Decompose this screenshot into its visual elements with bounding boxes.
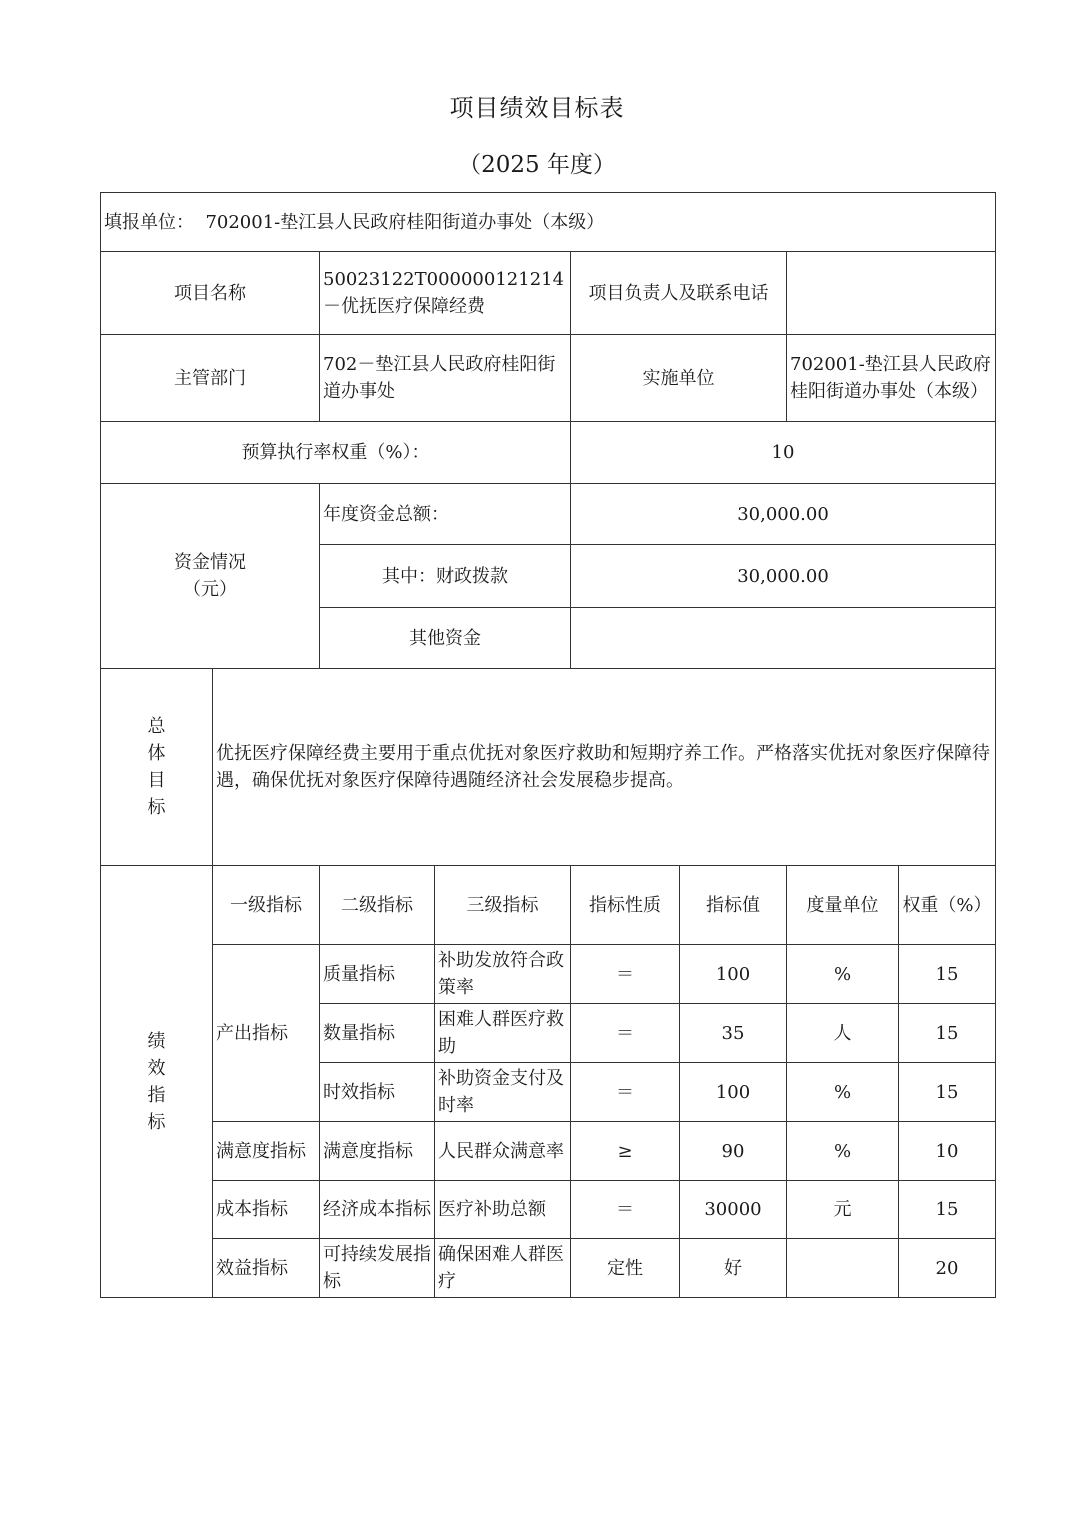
- department-row: [101, 335, 996, 422]
- overall-goal-label-char: 总: [147, 716, 166, 737]
- unit-cell: 人: [787, 1004, 899, 1063]
- indicator-header-row: [101, 866, 996, 945]
- project-owner-label: 项目负责人及联系电话: [571, 252, 787, 335]
- budget-weight-label: 预算执行率权重（%）：: [101, 422, 571, 484]
- header-nature: 指标性质: [571, 866, 680, 945]
- group-output: 产出指标: [213, 945, 320, 1122]
- group-benefit: 效益指标: [213, 1239, 320, 1298]
- table-row: [101, 1181, 996, 1239]
- level2-cell: 经济成本指标: [320, 1181, 435, 1239]
- page-title: 项目绩效目标表: [449, 94, 625, 122]
- funds-label: [101, 484, 320, 669]
- level3-cell: 医疗补助总额: [435, 1181, 571, 1239]
- group-cost: 成本指标: [213, 1181, 320, 1239]
- funds-label-line1: 资金情况: [174, 552, 246, 573]
- budget-weight-value: 10: [571, 422, 996, 484]
- overall-goal-label-char: 目: [147, 770, 166, 791]
- weight-cell: 20: [899, 1239, 996, 1298]
- unit-cell: %: [787, 1122, 899, 1181]
- level3-cell: 补助资金支付及时率: [435, 1063, 571, 1122]
- level2-cell: 满意度指标: [320, 1122, 435, 1181]
- overall-goal-label-char: 标: [147, 797, 166, 818]
- value-cell: 好: [680, 1239, 787, 1298]
- level3-cell: 人民群众满意率: [435, 1122, 571, 1181]
- nature-cell: 定性: [571, 1239, 680, 1298]
- value-cell: 100: [680, 945, 787, 1004]
- funds-total-label: 年度资金总额：: [320, 484, 571, 545]
- header-unit: 度量单位: [787, 866, 899, 945]
- value-cell: 30000: [680, 1181, 787, 1239]
- funds-other-value: [571, 608, 996, 669]
- fill-unit-cell: [101, 193, 996, 252]
- page-subtitle: （2025 年度）: [458, 152, 616, 178]
- budget-weight-row: [101, 422, 996, 484]
- unit-cell: %: [787, 945, 899, 1004]
- funds-total-value: 30,000.00: [571, 484, 996, 545]
- weight-cell: 10: [899, 1122, 996, 1181]
- overall-goal-label: [101, 669, 213, 866]
- fill-unit-row: [101, 193, 996, 252]
- project-name-label: 项目名称: [101, 252, 320, 335]
- weight-cell: 15: [899, 1063, 996, 1122]
- implementing-unit-value: 702001-垫江县人民政府桂阳街道办事处（本级）: [787, 335, 996, 422]
- nature-cell: ＝: [571, 1004, 680, 1063]
- unit-cell: [787, 1239, 899, 1298]
- level2-cell: 数量指标: [320, 1004, 435, 1063]
- indicators-label-char: 标: [147, 1111, 166, 1133]
- nature-cell: ＝: [571, 1181, 680, 1239]
- funds-fiscal-label: 其中：财政拨款: [320, 545, 571, 608]
- indicators-label-char: 效: [147, 1057, 166, 1079]
- funds-fiscal-value: 30,000.00: [571, 545, 996, 608]
- level2-cell: 质量指标: [320, 945, 435, 1004]
- weight-cell: 15: [899, 1004, 996, 1063]
- indicators-label: [101, 866, 213, 1298]
- performance-target-table: [100, 192, 996, 1298]
- overall-goal-text: 优抚医疗保障经费主要用于重点优抚对象医疗救助和短期疗养工作。严格落实优抚对象医疗保障待遇，确保优抚对象医疗保障待遇随经济社会发展稳步提高。: [213, 669, 996, 866]
- level2-cell: 可持续发展指标: [320, 1239, 435, 1298]
- fill-unit-label: 填报单位：: [104, 211, 194, 233]
- indicators-label-char: 绩: [147, 1030, 166, 1052]
- fill-unit-value: 702001-垫江县人民政府桂阳街道办事处（本级）: [205, 211, 605, 233]
- table-row: [101, 945, 996, 1004]
- department-label: 主管部门: [101, 335, 320, 422]
- nature-cell: ＝: [571, 945, 680, 1004]
- group-satisfaction: 满意度指标: [213, 1122, 320, 1181]
- project-owner-value: [787, 252, 996, 335]
- overall-goal-row: [101, 669, 996, 866]
- unit-cell: 元: [787, 1181, 899, 1239]
- level3-cell: 确保困难人群医疗: [435, 1239, 571, 1298]
- level3-cell: 补助发放符合政策率: [435, 945, 571, 1004]
- funds-other-label: 其他资金: [320, 608, 571, 669]
- department-value: 702－垫江县人民政府桂阳街道办事处: [320, 335, 571, 422]
- funds-total-row: [101, 484, 996, 545]
- weight-cell: 15: [899, 1181, 996, 1239]
- level3-cell: 困难人群医疗救助: [435, 1004, 571, 1063]
- value-cell: 100: [680, 1063, 787, 1122]
- funds-label-line2: （元）: [183, 579, 237, 600]
- value-cell: 90: [680, 1122, 787, 1181]
- header-weight: 权重（%）: [899, 866, 996, 945]
- table-row: [101, 1239, 996, 1298]
- table-row: [101, 1122, 996, 1181]
- implementing-unit-label: 实施单位: [571, 335, 787, 422]
- project-name-row: [101, 252, 996, 335]
- value-cell: 35: [680, 1004, 787, 1063]
- unit-cell: %: [787, 1063, 899, 1122]
- project-name-value: 50023122T000000121214－优抚医疗保障经费: [320, 252, 571, 335]
- weight-cell: 15: [899, 945, 996, 1004]
- header-level3: 三级指标: [435, 866, 571, 945]
- header-value: 指标值: [680, 866, 787, 945]
- header-level2: 二级指标: [320, 866, 435, 945]
- nature-cell: ＝: [571, 1063, 680, 1122]
- overall-goal-label-char: 体: [147, 743, 166, 764]
- nature-cell: ≥: [571, 1122, 680, 1181]
- indicators-label-char: 指: [147, 1084, 166, 1106]
- level2-cell: 时效指标: [320, 1063, 435, 1122]
- header-level1: 一级指标: [213, 866, 320, 945]
